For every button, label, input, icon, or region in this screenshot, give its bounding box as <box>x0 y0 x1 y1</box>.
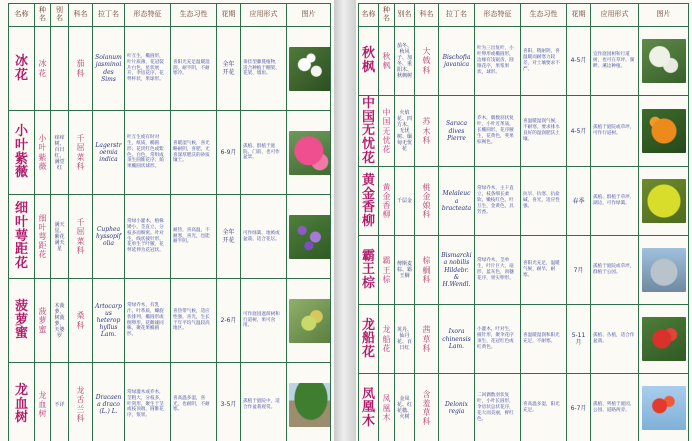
ecology: 喜高温多湿，喜光，也耐阴，不耐寒。 <box>171 363 217 441</box>
alias: 火焰花、四方木、无忧树、缅甸无忧花 <box>395 96 415 167</box>
usage: 孤植、群植于庭院、门前，也可作盆景。 <box>241 111 287 195</box>
alias: 俾斯麦棕、霸王榈 <box>395 236 415 305</box>
family: 桃 金 娘 科 <box>415 167 439 236</box>
morphology: 小灌木，叶对生，披针形，聚伞花序顶生，花冠红色或红黄色。 <box>475 305 521 374</box>
header-cell: 形态特征 <box>475 4 521 27</box>
morphology: 二回偶数羽状复叶，小叶长圆形，伞房状总状花序，花大而美丽，鲜红色。 <box>475 374 521 441</box>
green-tree-icon <box>642 39 686 83</box>
family: 大 戟 科 <box>415 27 439 96</box>
table-row <box>359 305 689 374</box>
header-cell: 应用形式 <box>591 4 639 27</box>
alias: 痒痒树、百日红、满堂红 <box>51 111 69 195</box>
latin-name: Artocarpus heterophyllus Lam. <box>93 279 125 363</box>
usage: 垂挂型藤蔓植物，适合种植于棚架、花架、墙垣。 <box>241 27 287 111</box>
latin-name: Lagerstroemia indica <box>93 111 125 195</box>
family: 棕 榈 科 <box>415 236 439 305</box>
flowering-period: 4-5月 <box>567 96 591 167</box>
alias: 金凤花、红花楹、火树 <box>395 374 415 441</box>
table-row <box>359 27 689 96</box>
species-name: 细 叶 萼 距 花 <box>35 195 51 279</box>
family: 茜 草 科 <box>415 305 439 374</box>
ecology: 抗旱、抗寒、抗盐碱，喜光，适应性强。 <box>521 167 567 236</box>
plant-table-right <box>358 3 689 441</box>
table-row <box>359 167 689 236</box>
family: 千 屈 菜 科 <box>69 111 93 195</box>
table-header-row <box>359 4 689 27</box>
ecology: 耐热，喜高温，不耐寒，喜光，也能耐半阴。 <box>171 195 217 279</box>
latin-name: Bischofia javanica <box>439 27 475 96</box>
plant-name: 凤 凰 木 <box>359 374 379 441</box>
left-page <box>0 0 334 441</box>
species-name: 秋 枫 <box>379 27 395 96</box>
flowering-period: 7月 <box>567 236 591 305</box>
header-cell: 图片 <box>639 4 689 27</box>
photo-cell <box>287 27 331 111</box>
table-header-row <box>9 4 331 27</box>
flowering-period: 2-6月 <box>217 279 241 363</box>
photo-cell <box>639 27 689 96</box>
family: 茄 科 <box>69 27 93 111</box>
morphology: 叶互生，椭圆形，叶片质薄，花冠裂片白色，星状展开，伞房花序，花萼杯状，果球形。 <box>125 27 171 111</box>
photo-cell <box>639 167 689 236</box>
species-name: 菠 萝 蜜 <box>35 279 51 363</box>
flowering-period: 春季 <box>567 167 591 236</box>
alias: 满天星、紫花满天星 <box>51 195 69 279</box>
golden-shrub-icon <box>642 179 686 223</box>
family: 龙 舌 兰 科 <box>69 363 93 441</box>
photo-cell <box>287 111 331 195</box>
flowering-period: 6-9月 <box>217 111 241 195</box>
morphology: 常绿乔木，有乳汁。叶革质，螺旋状排列，椭圆形或倒卵形。花雌雄同株，聚花果椭圆形。 <box>125 279 171 363</box>
header-cell: 生态习性 <box>171 4 217 27</box>
morphology: 叶互生或有时对生，纸质，椭圆形；花淡红色或紫色、白色，常组成顶生圆锥花序；蒴果椭圆状球形。 <box>125 111 171 195</box>
flowering-period: 3-5月 <box>217 363 241 441</box>
table-row <box>359 374 689 441</box>
photo-cell <box>639 236 689 305</box>
ecology: 喜阳光充足，温暖气候，耐旱，耐寒。 <box>521 236 567 305</box>
plant-name: 中 国 无 忧 花 <box>359 96 379 167</box>
purple-flower-icon <box>289 215 331 259</box>
header-cell: 花期 <box>567 4 591 27</box>
family: 千 屈 菜 科 <box>69 195 93 279</box>
header-cell: 科名 <box>69 4 93 27</box>
fruit-icon <box>289 299 331 343</box>
flowering-period: 4-5月 <box>567 27 591 96</box>
header-cell: 种名 <box>379 4 395 27</box>
palm-icon <box>642 248 686 292</box>
latin-name: Cuphea hyssopifolia <box>93 195 125 279</box>
photo-cell <box>287 195 331 279</box>
plant-name: 龙 船 花 <box>359 305 379 374</box>
morphology: 常绿灌木或乔木，茎粗大，分枝多，叶剑形，聚生于茎或枝顶端，圆锥花序，浆果。 <box>125 363 171 441</box>
photo-cell <box>639 96 689 167</box>
usage: 孤植、丛植，适合作盆栽。 <box>591 305 639 374</box>
species-name: 霸 王 棕 <box>379 236 395 305</box>
right-page <box>356 0 692 441</box>
plant-name: 菠 萝 蜜 <box>9 279 35 363</box>
photo-cell <box>639 305 689 374</box>
usage: 孤植、列植于庭园、公园、道路两旁。 <box>591 374 639 441</box>
plant-name: 龙 血 树 <box>9 363 35 441</box>
header-cell: 科名 <box>415 4 439 27</box>
tree-icon <box>289 383 331 427</box>
flowering-period: 5-11月 <box>567 305 591 374</box>
table-row <box>359 96 689 167</box>
ecology: 喜温暖湿润和阳光充足，不耐寒。 <box>521 305 567 374</box>
morphology: 叶为三出复叶，小叶卵形或椭圆形，边缘有浅锯齿，圆锥花序，果浆果状，球形。 <box>475 27 521 96</box>
table-row <box>9 195 331 279</box>
header-cell: 名称 <box>9 4 35 27</box>
alias: 不详 <box>51 363 69 441</box>
latin-name: Delonix regia <box>439 374 475 441</box>
morphology: 常绿乔木，茎单生，叶片巨大，扇形，蓝灰色，肉穗花序，果实卵形。 <box>475 236 521 305</box>
table-row <box>9 27 331 111</box>
alias: 木菠萝、树菠萝、天婆罗 <box>51 279 69 363</box>
plant-name: 冰 花 <box>9 27 35 111</box>
morphology: 乔木，偶数羽状复叶，小叶近革质，长椭圆形，花序腋生，花黄色，荚果棕褐色。 <box>475 96 521 167</box>
red-flower-icon <box>642 317 686 361</box>
table-row <box>9 363 331 441</box>
plant-name: 秋 枫 <box>359 27 379 96</box>
flowering-period: 6-7月 <box>567 374 591 441</box>
alias <box>51 27 69 111</box>
header-cell: 拉丁名 <box>93 4 125 27</box>
usage: 孤植于庭院中，适合作盆栽观赏。 <box>241 363 287 441</box>
plant-name: 小 叶 紫 薇 <box>9 111 35 195</box>
header-cell: 应用形式 <box>241 4 287 27</box>
latin-name: Ixora chinensis Lam. <box>439 305 475 374</box>
usage: 宜作庭园树和行道树，也可在草坪、湖畔、溪边种植。 <box>591 27 639 96</box>
species-name: 中 国 无 忧 花 <box>379 96 395 167</box>
header-cell: 花期 <box>217 4 241 27</box>
ecology: 喜阳光充足温暖湿润，耐半阴，不耐寒冷。 <box>171 27 217 111</box>
usage: 可作庭园遮荫树和行道树，果可食用。 <box>241 279 287 363</box>
flowering-period: 全年 开花 <box>217 27 241 111</box>
usage: 孤植于庭院或草坪，可作行道树。 <box>591 96 639 167</box>
header-cell: 图片 <box>287 4 331 27</box>
family: 苏 木 科 <box>415 96 439 167</box>
table-row <box>9 111 331 195</box>
plant-name: 细 叶 萼 距 花 <box>9 195 35 279</box>
plant-table-left <box>8 3 331 441</box>
species-name: 黄 金 香 柳 <box>379 167 395 236</box>
header-cell: 名称 <box>359 4 379 27</box>
family: 桑 科 <box>69 279 93 363</box>
header-cell: 生态习性 <box>521 4 567 27</box>
latin-name: Dracaena draco (L.) L. <box>93 363 125 441</box>
photo-cell <box>287 279 331 363</box>
species-name: 龙 血 树 <box>35 363 51 441</box>
ecology: 喜阳，稍耐阴，喜温暖而耐寒力较差，对土壤要求不严。 <box>521 27 567 96</box>
table-row <box>359 236 689 305</box>
alias: 英丹、仙丹花、百日红 <box>395 305 415 374</box>
white-flower-icon <box>289 47 331 91</box>
ecology: 喜高温多湿，阳光充足。 <box>521 374 567 441</box>
orange-flower-icon <box>642 109 686 153</box>
table-row <box>9 279 331 363</box>
family: 含 羞 草 科 <box>415 374 439 441</box>
pink-flower-icon <box>289 131 331 175</box>
usage: 可作绿篱、地被或盆栽，适合花坛。 <box>241 195 287 279</box>
flame-tree-icon <box>642 386 686 430</box>
alias: 茄冬、秋风子、加冬、重阳木、秋枫树 <box>395 27 415 96</box>
photo-cell <box>639 374 689 441</box>
ecology: 喜热带气候，适应性强，喜光，生长于年平均气温较高地区。 <box>171 279 217 363</box>
book-gutter <box>334 0 356 441</box>
header-cell: 形态特征 <box>125 4 171 27</box>
header-cell: 拉丁名 <box>439 4 475 27</box>
plant-name: 霸 王 棕 <box>359 236 379 305</box>
ecology: 喜暖湿气候，喜光略耐阴，喜肥，尤喜深厚肥沃的砂质壤土。 <box>171 111 217 195</box>
latin-name: Bismarckia nobilis Hildebr. & H.Wendl. <box>439 236 475 305</box>
morphology: 常绿乔木，主干直立，枝条细长柔软，嫩枝红色，叶互生，金黄色，具芳香。 <box>475 167 521 236</box>
photo-cell <box>287 363 331 441</box>
morphology: 常绿小灌木，植株矮小，茎直立，分枝多而细密。叶对生，线状披针形。花单生于叶腋，花萼延伸为花冠状。 <box>125 195 171 279</box>
header-cell: 种名 <box>35 4 51 27</box>
usage: 孤植、群植于草坪、湖边，可作绿篱。 <box>591 167 639 236</box>
species-name: 龙 船 花 <box>379 305 395 374</box>
species-name: 小 叶 紫 薇 <box>35 111 51 195</box>
species-name: 冰 花 <box>35 27 51 111</box>
alias: 千层金 <box>395 167 415 236</box>
ecology: 喜温暖湿润气候，不耐寒，要求排水良好的湿润肥沃土壤。 <box>521 96 567 167</box>
flowering-period: 全年 开花 <box>217 195 241 279</box>
header-cell: 别名 <box>395 4 415 27</box>
latin-name: Melaleuca bracteata <box>439 167 475 236</box>
header-cell: 别名 <box>51 4 69 27</box>
latin-name: Saraca dives Pierre <box>439 96 475 167</box>
usage: 孤植于庭院或草坪，群植于公园。 <box>591 236 639 305</box>
species-name: 凤 凰 木 <box>379 374 395 441</box>
latin-name: Solanum jasminoides Sims <box>93 27 125 111</box>
plant-name: 黄 金 香 柳 <box>359 167 379 236</box>
